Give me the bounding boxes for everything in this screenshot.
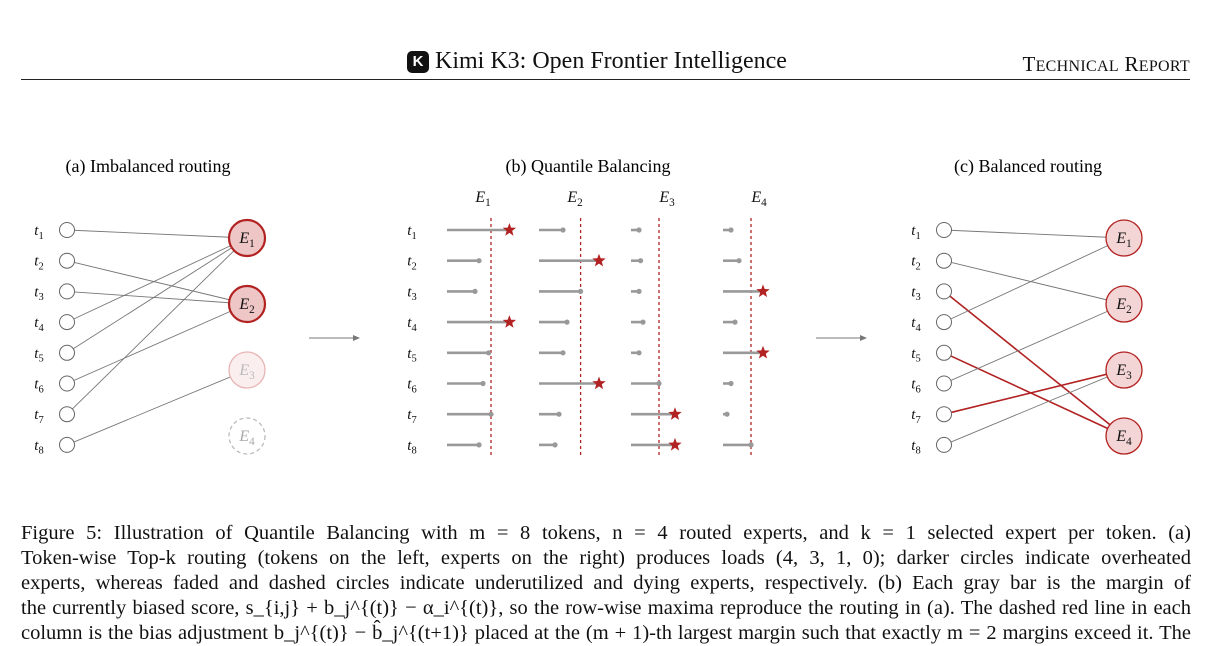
b-token-label-6: $t_6$ — [407, 376, 417, 396]
caption-line-1: Figure 5: Illustration of Quantile Balancing with m = 8 tokens, n = 4 routed experts, and k = 1 selected expert per token. (a) — [21, 522, 1191, 544]
c-edge-t6-e2 — [944, 304, 1124, 384]
c-token-node-5 — [937, 345, 952, 360]
b-token-label-5: $t_5$ — [407, 345, 417, 365]
header-title — [407, 48, 787, 75]
c-expert-label-1: $E_1$ — [1116, 230, 1132, 250]
b-bar-end-t7-e2 — [556, 412, 561, 417]
arrow-b-to-c — [816, 335, 867, 341]
b-bar-end-t2-e1 — [476, 258, 481, 263]
a-token-label-4: $t_4$ — [34, 315, 44, 334]
b-token-label-8: $t_8$ — [407, 437, 417, 457]
a-expert-label-2: $E_2$ — [239, 296, 255, 316]
c-expert-label-4: $E_4$ — [1116, 428, 1132, 448]
b-bar-end-t8-e2 — [552, 442, 557, 447]
b-token-label-4: $t_4$ — [407, 315, 417, 334]
c-token-node-7 — [937, 407, 952, 422]
c-edge-t5-e4 — [944, 353, 1124, 436]
a-token-node-4 — [60, 315, 75, 330]
a-edge-t4-e1 — [67, 238, 247, 322]
b-token-label-3: $t_3$ — [407, 284, 417, 304]
a-token-node-2 — [60, 253, 75, 268]
c-token-node-4 — [937, 315, 952, 330]
a-expert-label-3: $E_3$ — [239, 362, 255, 382]
report-type — [1022, 52, 1190, 77]
b-column-header-4: $E_4$ — [751, 189, 767, 209]
figure-5 — [0, 140, 1216, 470]
a-edge-t6-e2 — [67, 304, 247, 384]
b-selected-star-t6-e2 — [592, 377, 605, 390]
b-bar-end-t4-e4 — [732, 320, 737, 325]
report-type-initial-1: T — [1022, 52, 1036, 76]
b-bar-end-t3-e3 — [636, 289, 641, 294]
report-title: Kimi K3: Open Frontier Intelligence — [435, 48, 787, 74]
kimi-logo-icon: K — [407, 51, 429, 73]
b-bar-end-t6-e1 — [480, 381, 485, 386]
a-edge-t5-e1 — [67, 238, 247, 353]
a-token-label-2: $t_2$ — [34, 253, 44, 273]
report-type-initial-2: R — [1124, 52, 1139, 76]
panel-b-title: (b) Quantile Balancing — [505, 156, 671, 176]
c-token-label-6: $t_6$ — [911, 376, 921, 396]
a-token-label-1: $t_1$ — [34, 223, 44, 242]
panel-c-title: (c) Balanced routing — [954, 156, 1102, 176]
b-selected-star-t5-e4 — [756, 346, 769, 359]
a-expert-label-1: $E_1$ — [239, 230, 255, 250]
b-bar-end-t1-e3 — [636, 227, 641, 232]
b-bar-end-t8-e4 — [748, 442, 753, 447]
b-bar-end-t5-e1 — [486, 350, 491, 355]
c-token-label-1: $t_1$ — [911, 223, 921, 242]
b-bar-end-t6-e4 — [728, 381, 733, 386]
b-selected-star-t2-e2 — [592, 254, 605, 267]
b-token-label-7: $t_7$ — [407, 407, 417, 426]
b-token-label-1: $t_1$ — [407, 223, 417, 242]
caption-line-5: column is the bias adjustment b_j^{(t)} − b̂_j^{(t+1)} placed at the (m + 1)-th largest margin such that exactly m = 2 margins exceed it. The — [21, 622, 1191, 644]
c-token-node-2 — [937, 253, 952, 268]
caption-line-2: Token-wise Top-k routing (tokens on the left, experts on the right) produces loads (4, 3, 1, 0); darker circles indicate overheated — [21, 547, 1191, 569]
b-bar-end-t7-e1 — [488, 412, 493, 417]
c-edge-t3-e4 — [944, 291, 1124, 436]
a-token-node-6 — [60, 376, 75, 391]
arrow-a-to-b — [309, 335, 360, 341]
panel-b — [407, 189, 769, 457]
c-token-node-1 — [937, 223, 952, 238]
b-selected-star-t3-e4 — [756, 284, 769, 297]
b-bar-end-t5-e2 — [560, 350, 565, 355]
c-edge-t2-e2 — [944, 261, 1124, 304]
c-token-label-8: $t_8$ — [911, 437, 921, 457]
b-bar-end-t3-e2 — [578, 289, 583, 294]
panel-a-title: (a) Imbalanced routing — [65, 156, 231, 176]
b-selected-star-t7-e3 — [668, 407, 681, 420]
c-token-label-2: $t_2$ — [911, 253, 921, 273]
a-token-node-7 — [60, 407, 75, 422]
b-selected-star-t4-e1 — [503, 315, 516, 328]
c-token-node-6 — [937, 376, 952, 391]
b-column-header-1: $E_1$ — [475, 189, 491, 209]
figure-caption — [21, 521, 1191, 646]
b-bar-end-t8-e1 — [476, 442, 481, 447]
b-bar-end-t4-e2 — [564, 320, 569, 325]
b-bar-end-t2-e3 — [638, 258, 643, 263]
a-expert-label-4: $E_4$ — [239, 428, 255, 448]
c-token-label-3: $t_3$ — [911, 284, 921, 304]
a-edge-t8-e3 — [67, 370, 247, 445]
c-expert-label-3: $E_3$ — [1116, 362, 1132, 382]
c-token-label-4: $t_4$ — [911, 315, 921, 334]
caption-line-3: experts, whereas faded and dashed circles indicate underutilized and dying experts, respectively. (b) Each gray bar is the margin of — [21, 572, 1191, 594]
page-header — [21, 44, 1190, 80]
a-token-node-8 — [60, 437, 75, 452]
c-token-label-5: $t_5$ — [911, 345, 921, 365]
report-type-rest-2: EPORT — [1138, 58, 1190, 75]
b-column-header-3: $E_3$ — [659, 189, 675, 209]
caption-line-4: the currently biased score, s_{i,j} + b_j^{(t)} − α_i^{(t)}, so the row-wise maxima reproduce the routing in (a). The dashed red line in each — [21, 597, 1191, 619]
c-token-label-7: $t_7$ — [911, 407, 921, 426]
a-token-node-5 — [60, 345, 75, 360]
b-bar-end-t7-e4 — [724, 412, 729, 417]
a-token-label-6: $t_6$ — [34, 376, 44, 396]
c-token-node-3 — [937, 284, 952, 299]
a-token-label-8: $t_8$ — [34, 437, 44, 457]
b-bar-end-t1-e2 — [560, 227, 565, 232]
b-bar-end-t5-e3 — [636, 350, 641, 355]
a-token-node-3 — [60, 284, 75, 299]
b-bar-end-t4-e3 — [640, 320, 645, 325]
report-type-rest-1: ECHNICAL — [1035, 58, 1119, 75]
c-expert-label-2: $E_2$ — [1116, 296, 1132, 316]
b-selected-star-t8-e3 — [668, 438, 681, 451]
b-bar-end-t3-e1 — [472, 289, 477, 294]
b-column-header-2: $E_2$ — [567, 189, 583, 209]
b-selected-star-t1-e1 — [503, 223, 516, 236]
c-token-node-8 — [937, 437, 952, 452]
a-token-label-7: $t_7$ — [34, 407, 44, 426]
a-token-node-1 — [60, 223, 75, 238]
panel-c — [911, 220, 1142, 457]
panel-a — [34, 220, 265, 457]
b-token-label-2: $t_2$ — [407, 253, 417, 273]
b-bar-end-t2-e4 — [736, 258, 741, 263]
a-token-label-5: $t_5$ — [34, 345, 44, 365]
c-edge-t4-e1 — [944, 238, 1124, 322]
b-bar-end-t6-e3 — [656, 381, 661, 386]
a-edge-t7-e1 — [67, 238, 247, 414]
c-edge-t1-e1 — [944, 230, 1124, 238]
a-edge-t1-e1 — [67, 230, 247, 238]
b-bar-end-t1-e4 — [728, 227, 733, 232]
a-token-label-3: $t_3$ — [34, 284, 44, 304]
